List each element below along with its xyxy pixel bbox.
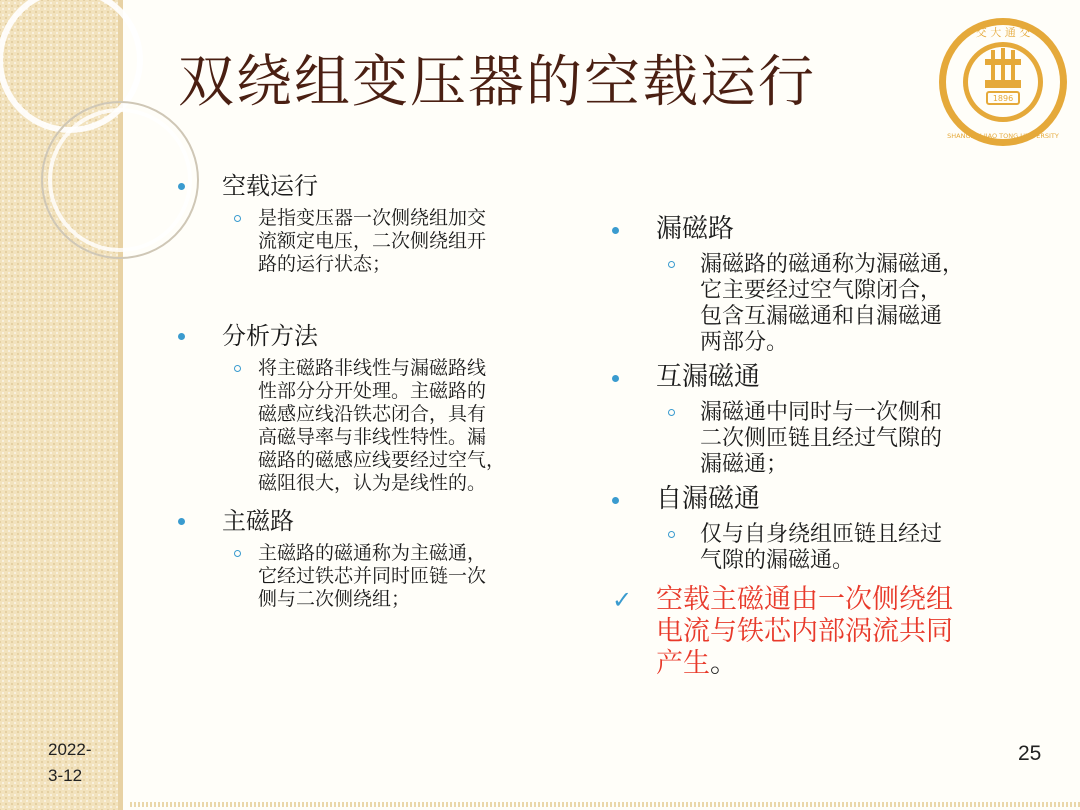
bullet-dot-icon [612, 375, 619, 382]
slide-title: 双绕组变压器的空载运行 [178, 50, 816, 115]
page-number: 25 [1018, 742, 1042, 765]
bullet-heading: 主磁路 [222, 507, 294, 535]
sub-bullet-ring-icon [668, 531, 675, 538]
bullet-heading: 漏磁路 [656, 214, 735, 244]
sub-bullet-line: 包含互漏磁通和自漏磁通 [700, 304, 943, 329]
sub-bullet-line: 漏磁路的磁通称为漏磁通， [700, 252, 965, 277]
left_column-sub-bullet [178, 357, 588, 495]
svg-text:交 大 通 交: 交 大 通 交 [975, 26, 1031, 39]
slide-date [48, 737, 118, 789]
highlight-line [656, 584, 1032, 616]
checkmark-icon: ✓ [612, 586, 633, 614]
right_column-sub-bullet [612, 522, 1032, 574]
highlight-line [656, 648, 1032, 680]
highlight-text: 空载主磁通由一次侧绕组 [656, 584, 953, 615]
left_column-sub-bullet [178, 207, 588, 276]
sub-bullet-line: 是指变压器一次侧绕组加交 [258, 207, 487, 229]
highlight-line [656, 616, 1032, 648]
sub-bullet-ring-icon [668, 261, 675, 268]
svg-text:SHANGHAI JIAO TONG UNIVERSITY: SHANGHAI JIAO TONG UNIVERSITY [947, 132, 1059, 140]
sub-bullet-line: 高磁导率与非线性特性。漏 [258, 426, 487, 448]
bullet-dot-icon [612, 497, 619, 504]
right_column-bullet [612, 360, 1032, 394]
sub-bullet-ring-icon [234, 365, 241, 372]
bottom-rule [130, 802, 1080, 807]
highlight-tail: 。 [710, 648, 737, 679]
sub-bullet-line: 气隙的漏磁通。 [700, 548, 855, 573]
sub-bullet-line: 它主要经过空气隙闭合， [700, 278, 943, 303]
left-column [178, 170, 588, 611]
sub-bullet-ring-icon [234, 215, 241, 222]
right_column-sub-bullet [612, 252, 1032, 356]
sub-bullet-line: 磁阻很大，认为是线性的。 [258, 472, 487, 494]
bullet-heading: 自漏磁通 [656, 484, 761, 514]
sub-bullet-line: 路的运行状态； [258, 253, 392, 275]
bullet-dot-icon [178, 518, 185, 525]
left_column-bullet [178, 170, 588, 203]
right-column [612, 212, 1032, 680]
sub-bullet-line: 漏磁通； [700, 452, 789, 477]
sub-bullet-line: 磁感应线沿铁芯闭合，具有 [258, 403, 487, 425]
left_column-sub-bullet [178, 542, 588, 611]
right_column-bullet [612, 212, 1032, 246]
decorative-rings [0, 0, 200, 260]
sub-bullet-ring-icon [234, 550, 241, 557]
bullet-dot-icon [178, 333, 185, 340]
sub-bullet-line: 流额定电压，二次侧绕组开 [258, 230, 487, 252]
sub-bullet-line: 磁路的磁感应线要经过空气， [258, 449, 506, 471]
left_column-bullet [178, 505, 588, 538]
sub-bullet-line: 两部分。 [700, 330, 789, 355]
highlight-text: 产生 [656, 648, 710, 679]
bullet-heading: 互漏磁通 [656, 362, 761, 392]
right_column-bullet [612, 482, 1032, 516]
date-line-2: 3-12 [48, 766, 83, 785]
sub-bullet-line: 仅与自身绕组匝链且经过 [700, 522, 943, 547]
sub-bullet-line: 侧与二次侧绕组； [258, 588, 411, 610]
sub-bullet-line: 主磁路的磁通称为主磁通， [258, 542, 487, 564]
sub-bullet-ring-icon [668, 409, 675, 416]
left_column-bullet [178, 320, 588, 353]
bullet-heading: 空载运行 [222, 172, 318, 200]
sub-bullet-line: 将主磁路非线性与漏磁路线 [258, 357, 487, 379]
highlight-conclusion [612, 584, 1032, 680]
highlight-text: 电流与铁芯内部涡流共同 [656, 616, 953, 647]
bullet-dot-icon [612, 227, 619, 234]
sub-bullet-line: 性部分分开处理。主磁路的 [258, 380, 487, 402]
date-line-1: 2022- [48, 740, 92, 759]
svg-text:1896: 1896 [992, 94, 1014, 103]
bullet-heading: 分析方法 [222, 322, 318, 350]
right_column-sub-bullet [612, 400, 1032, 478]
sub-bullet-line: 漏磁通中同时与一次侧和 [700, 400, 943, 425]
bullet-dot-icon [178, 183, 185, 190]
sub-bullet-line: 二次侧匝链且经过气隙的 [700, 426, 943, 451]
sub-bullet-line: 它经过铁芯并同时匝链一次 [258, 565, 487, 587]
sjtu-logo [935, 14, 1071, 150]
